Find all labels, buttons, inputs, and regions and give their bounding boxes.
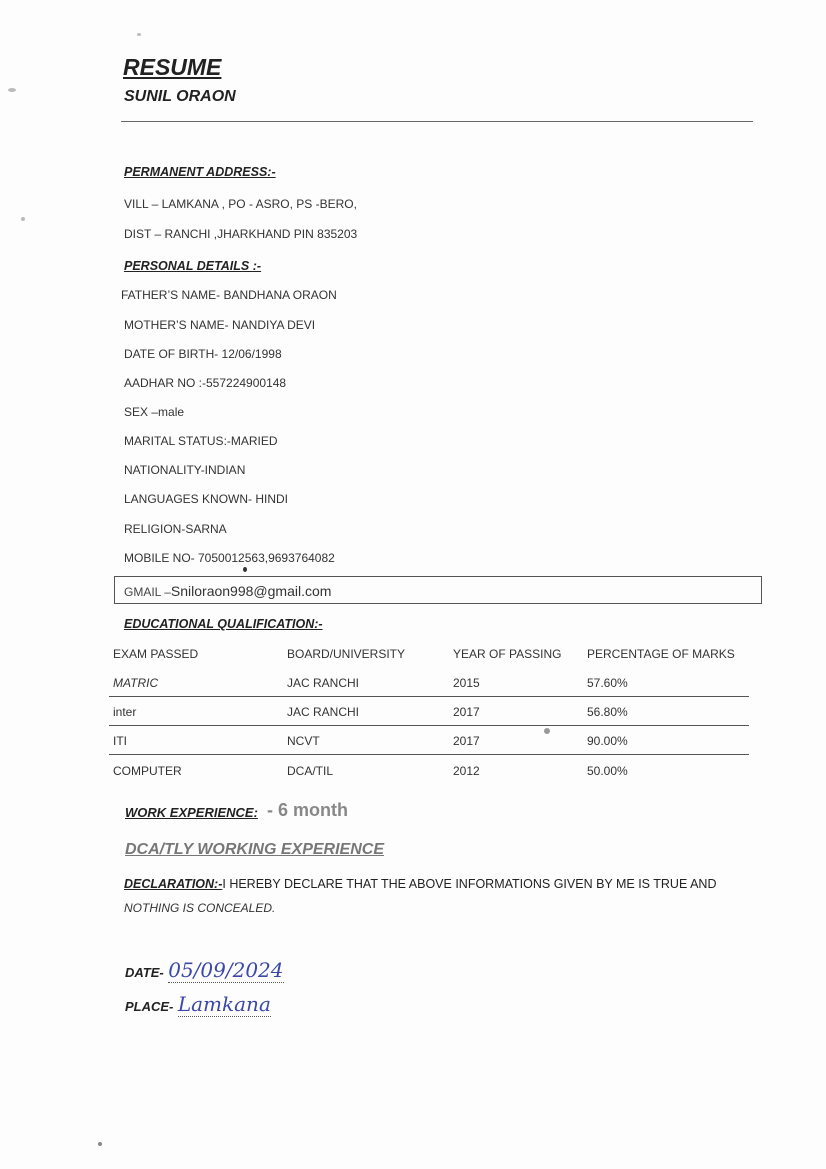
place-field — [178, 992, 271, 1017]
col-exam-passed: EXAM PASSED — [113, 647, 199, 661]
header-divider — [121, 121, 753, 122]
table-row — [109, 697, 749, 726]
place-label: PLACE- — [125, 999, 174, 1014]
date-line — [125, 958, 284, 983]
mother-name: MOTHER’S NAME- NANDIYA DEVI — [124, 318, 316, 332]
col-year: YEAR OF PASSING — [453, 647, 562, 661]
gmail-value: Sniloraon998@gmail.com — [170, 583, 332, 599]
languages-known: LANGUAGES KNOWN- HINDI — [124, 492, 289, 506]
scan-speck — [243, 567, 247, 572]
declaration-label: DECLARATION:- — [124, 877, 223, 891]
declaration-text: I HEREBY DECLARE THAT THE ABOVE INFORMATIONS GIVEN BY ME IS TRUE AND — [222, 877, 717, 891]
percentage-cell: 56.80% — [587, 705, 628, 719]
percentage-cell: 57.60% — [587, 676, 628, 690]
nationality: NATIONALITY-INDIAN — [124, 463, 246, 477]
marital-status: MARITAL STATUS:-MARIED — [124, 434, 278, 448]
exam-cell: ITI — [113, 734, 127, 748]
board-cell: JAC RANCHI — [287, 676, 360, 690]
col-percentage: PERCENTAGE OF MARKS — [587, 647, 735, 661]
work-experience-value: - 6 month — [267, 800, 348, 820]
gmail-row — [124, 583, 331, 599]
date-field — [168, 958, 283, 983]
sex: SEX –male — [124, 405, 185, 419]
exam-cell: COMPUTER — [113, 764, 182, 778]
work-experience-detail: DCA/TLY WORKING EXPERIENCE — [125, 841, 384, 858]
board-cell: DCA/TIL — [287, 764, 334, 778]
address-line-1: VILL – LAMKANA , PO - ASRO, PS -BERO, — [124, 197, 357, 211]
place-line — [125, 992, 271, 1017]
education-table-header — [109, 639, 749, 667]
scan-speck — [98, 1142, 102, 1146]
father-name: FATHER’S NAME- BANDHANA ORAON — [121, 288, 337, 302]
scan-speck — [21, 217, 25, 221]
address-line-2: DIST – RANCHI ,JHARKHAND PIN 835203 — [124, 227, 358, 241]
education-heading: EDUCATIONAL QUALIFICATION:- — [124, 617, 323, 631]
year-cell: 2017 — [453, 705, 480, 719]
year-cell: 2017 — [453, 734, 480, 748]
board-cell: NCVT — [287, 734, 320, 748]
scan-speck — [137, 33, 141, 36]
address-heading: PERMANENT ADDRESS:- — [124, 165, 276, 179]
board-cell: JAC RANCHI — [287, 705, 360, 719]
exam-cell: inter — [113, 705, 137, 719]
table-row — [109, 726, 749, 755]
date-label: DATE- — [125, 965, 164, 980]
aadhar-number: AADHAR NO :-557224900148 — [124, 376, 287, 390]
religion: RELIGION-SARNA — [124, 522, 227, 536]
gmail-box — [114, 576, 762, 604]
declaration — [124, 877, 716, 891]
gmail-label: GMAIL – — [124, 585, 171, 599]
candidate-name: SUNIL ORAON — [124, 88, 236, 105]
handwritten-date: 05/09/2024 — [168, 958, 284, 982]
percentage-cell: 90.00% — [587, 734, 628, 748]
year-cell: 2012 — [453, 764, 480, 778]
declaration-text-continued: NOTHING IS CONCEALED. — [124, 901, 276, 915]
personal-details-heading: PERSONAL DETAILS :- — [124, 259, 262, 273]
percentage-cell: 50.00% — [587, 764, 628, 778]
mobile-number: MOBILE NO- 7050012563,9693764082 — [124, 551, 335, 565]
scan-speck — [8, 88, 16, 92]
resume-title: RESUME — [123, 54, 222, 80]
work-experience-label: WORK EXPERIENCE: — [125, 805, 258, 820]
col-board: BOARD/UNIVERSITY — [287, 647, 406, 661]
date-of-birth: DATE OF BIRTH- 12/06/1998 — [124, 347, 282, 361]
year-cell: 2015 — [453, 676, 480, 690]
table-row — [109, 668, 749, 697]
scan-speck — [544, 728, 550, 734]
handwritten-place: Lamkana — [177, 992, 271, 1016]
exam-cell: MATRIC — [113, 676, 159, 690]
table-row — [109, 756, 749, 784]
